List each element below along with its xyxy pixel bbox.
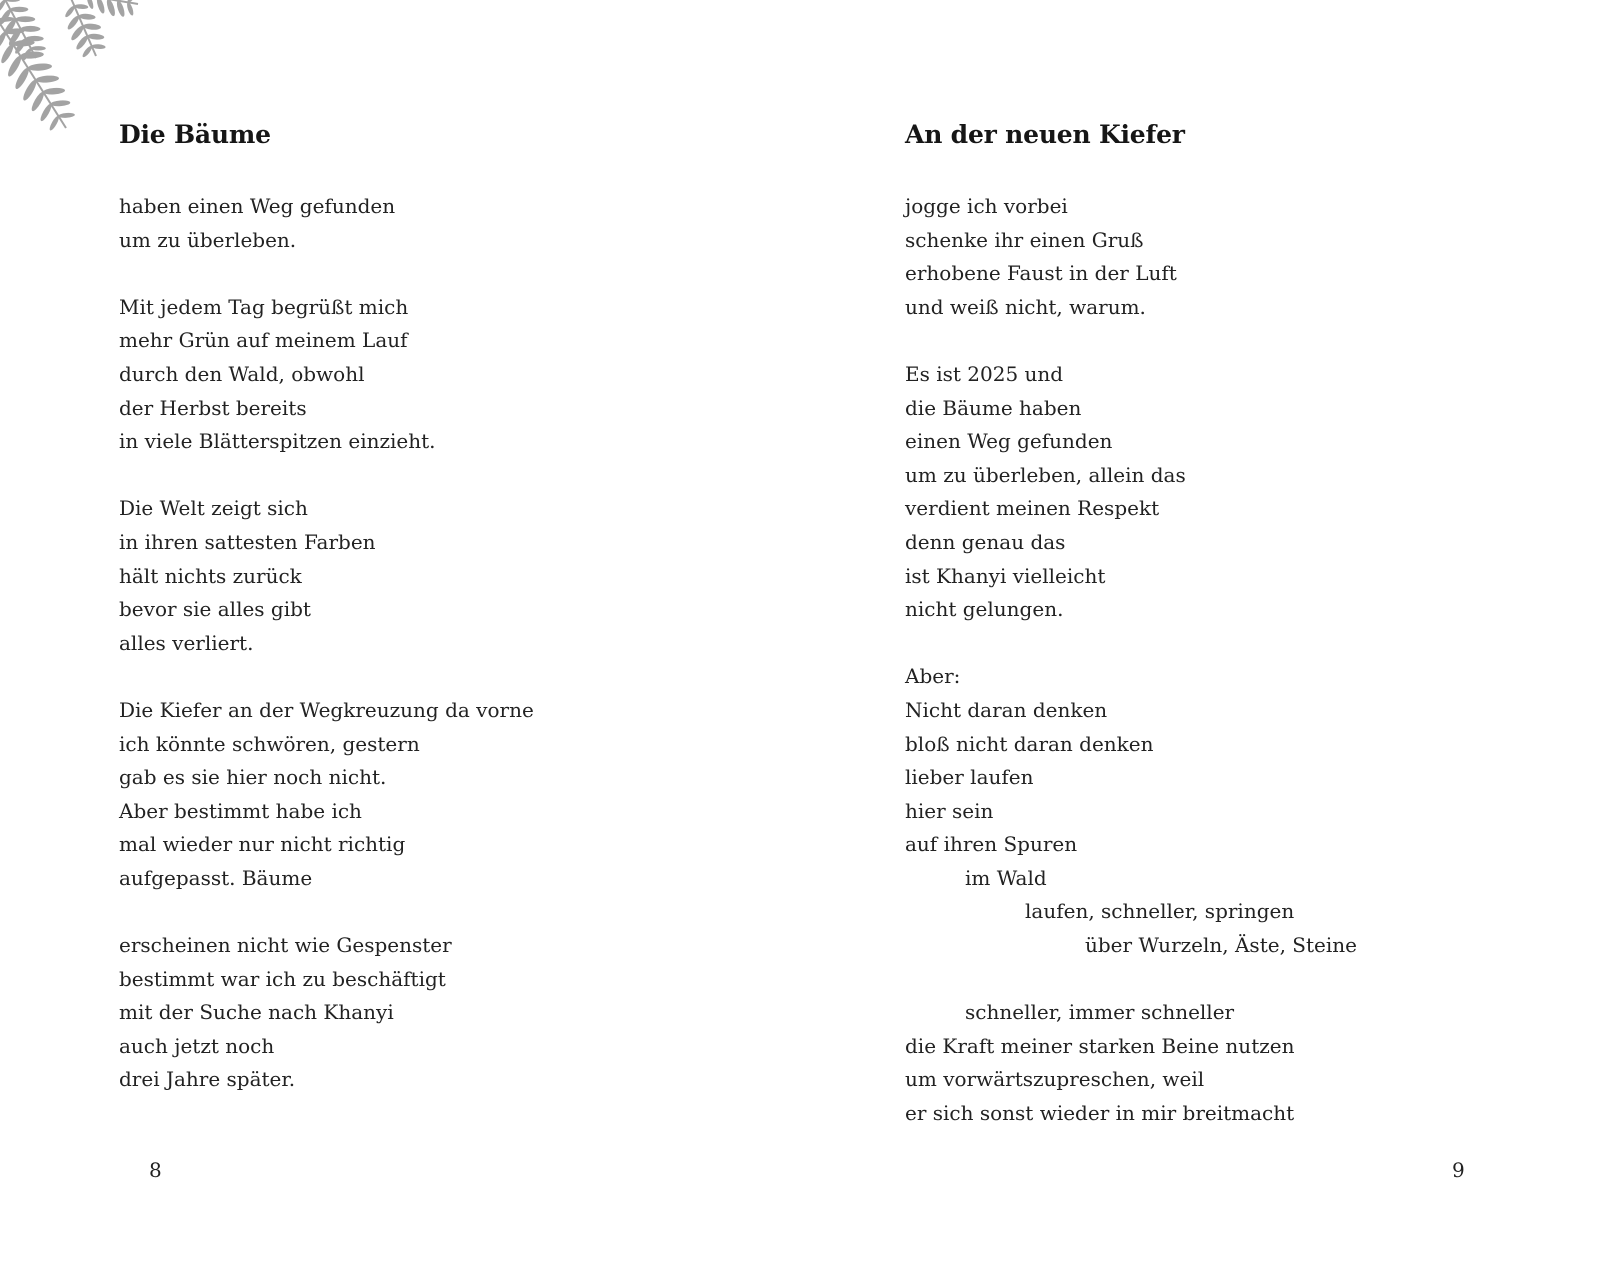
poem-title: An der neuen Kiefer: [905, 120, 1185, 149]
poem-line: über Wurzeln, Äste, Steine: [1085, 933, 1357, 958]
poem-line: jogge ich vorbei: [905, 194, 1068, 218]
poem-line: durch den Wald, obwohl: [119, 361, 365, 386]
poem-line: drei Jahre später.: [119, 1067, 296, 1092]
stanza: [905, 190, 1357, 324]
poem-line: haben einen Weg gefunden: [119, 194, 396, 218]
poem-line: ich könnte schwören, gestern: [119, 731, 420, 756]
poem-line: in ihren sattesten Farben: [119, 529, 376, 554]
poem-line: bestimmt war ich zu beschäftigt: [119, 966, 446, 991]
poem-title: Die Bäume: [119, 120, 271, 149]
poem-line: aufgepasst. Bäume: [119, 865, 313, 890]
poem-line: auf ihren Spuren: [905, 832, 1078, 857]
poem-line: im Wald: [965, 865, 1047, 890]
stanza: [119, 190, 534, 257]
poem-line: Mit jedem Tag begrüßt mich: [119, 294, 409, 319]
stanza: [905, 660, 1357, 962]
poem-line: auch jetzt noch: [119, 1033, 275, 1058]
poem-line: erscheinen nicht wie Gespenster: [119, 933, 452, 958]
poem-line: ist Khanyi vielleicht: [905, 563, 1106, 588]
poem-line: bloß nicht daran denken: [905, 731, 1154, 756]
poem-line: hält nichts zurück: [119, 563, 302, 588]
poem-line: Nicht daran denken: [905, 697, 1108, 722]
poem-line: in viele Blätterspitzen einzieht.: [119, 429, 436, 454]
page-number: 9: [1452, 1158, 1465, 1182]
poem-line: lieber laufen: [905, 765, 1034, 790]
poem-line: mal wieder nur nicht richtig: [119, 832, 406, 857]
stanza: [119, 694, 534, 896]
stanza: [119, 291, 534, 459]
poem-line: schenke ihr einen Gruß: [905, 227, 1144, 252]
poem-body: [905, 190, 1357, 1131]
stanza: [119, 929, 534, 1097]
poem-line: Aber bestimmt habe ich: [119, 798, 362, 823]
poem-line: Aber:: [905, 664, 961, 689]
stanza: [905, 358, 1357, 627]
poem-line: Es ist 2025 und: [905, 361, 1064, 386]
poem-line: laufen, schneller, springen: [1025, 899, 1295, 924]
right-page: [800, 0, 1600, 1274]
poem-line: denn genau das: [905, 529, 1066, 554]
stanza: [119, 492, 534, 660]
poem-line: um zu überleben.: [119, 227, 297, 252]
poem-line: hier sein: [905, 798, 994, 823]
poem-body: [119, 190, 534, 1097]
poem-line: die Bäume haben: [905, 395, 1082, 420]
poem-line: mehr Grün auf meinem Lauf: [119, 328, 408, 353]
poem-line: alles verliert.: [119, 630, 254, 655]
poem-line: er sich sonst wieder in mir breitmacht: [905, 1101, 1295, 1126]
stanza: [905, 996, 1357, 1130]
poem-line: mit der Suche nach Khanyi: [119, 1000, 394, 1025]
poem-line: gab es sie hier noch nicht.: [119, 765, 387, 790]
poem-line: Die Kiefer an der Wegkreuzung da vorne: [119, 697, 534, 722]
poem-line: schneller, immer schneller: [965, 1000, 1235, 1025]
poem-line: bevor sie alles gibt: [119, 597, 311, 622]
poem-line: um vorwärtszupreschen, weil: [905, 1067, 1205, 1092]
poem-line: Die Welt zeigt sich: [119, 496, 308, 521]
poem-line: die Kraft meiner starken Beine nutzen: [905, 1033, 1295, 1058]
poem-line: um zu überleben, allein das: [905, 462, 1186, 487]
poem-line: und weiß nicht, warum.: [905, 294, 1146, 319]
poem-line: der Herbst bereits: [119, 395, 307, 420]
poem-line: einen Weg gefunden: [905, 429, 1113, 454]
poem-line: erhobene Faust in der Luft: [905, 261, 1177, 286]
poem-line: verdient meinen Respekt: [905, 496, 1160, 521]
page-number: 8: [149, 1158, 162, 1182]
poem-line: nicht gelungen.: [905, 597, 1064, 622]
